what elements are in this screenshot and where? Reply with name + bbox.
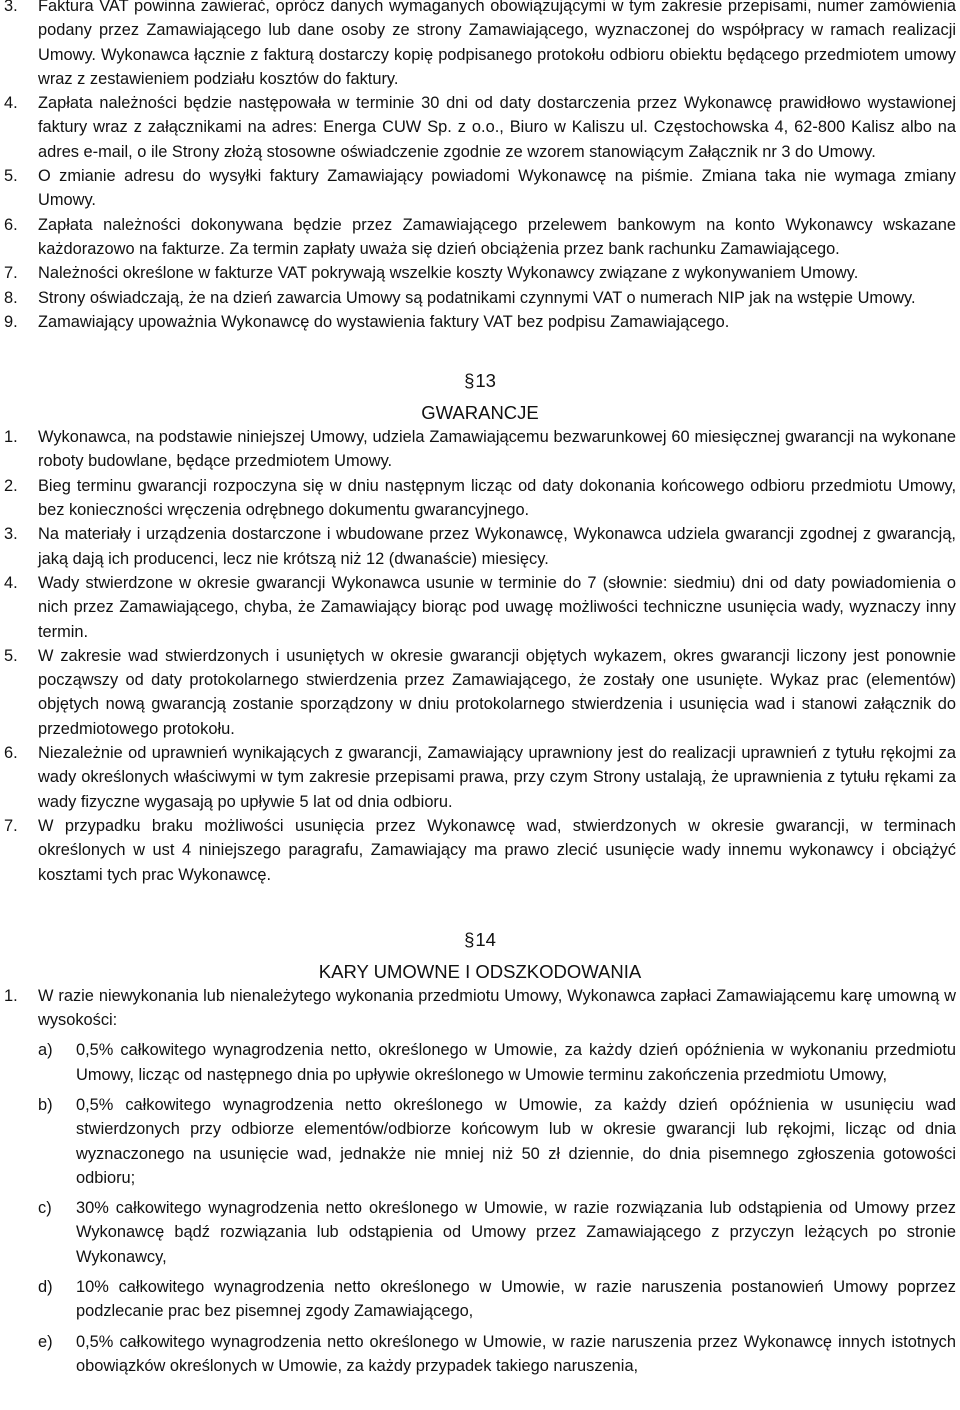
sub-item-text: 0,5% całkowitego wynagrodzenia netto określonego w Umowie, w razie naruszenia przez Wykonawcę innych istotnych obowiązków określonych w Umowie, za każdy przypadek takiego naruszenia, [76, 1332, 956, 1375]
item-number: 7. [4, 816, 18, 835]
item-number: 7. [4, 264, 18, 283]
sub-list-item [0, 1275, 960, 1324]
item-text: Strony oświadczają, że na dzień zawarcia Umowy są podatnikami czynnymi VAT o numerach NIP jak na wstępie Umowy. [38, 288, 916, 307]
list-item [0, 0, 960, 91]
item-number: 4. [4, 573, 18, 592]
item-number: 3. [4, 525, 18, 544]
payment-clauses [0, 0, 960, 334]
section-14 [0, 927, 960, 1378]
paragraph-symbol: § [464, 928, 475, 950]
list-item [0, 522, 960, 571]
item-number: 1. [4, 428, 18, 447]
sub-item-letter: c) [38, 1199, 52, 1218]
item-text: Faktura VAT powinna zawierać, oprócz danych wymaganych obowiązującymi w tym zakresie przepisami, numer zamówienia podany przez Zamawiającego lub dane osoby ze strony Zamawiającego, wyznaczonej do współpracy w ramach realizacji Umowy. Wykonawca łącznie z fakturą dostarczy kopię podpisanego protokołu odbioru obiektu będącego przedmiotem umowy wraz z zestawieniem podziału kosztów do faktury. [38, 0, 956, 88]
sub-item-text: 0,5% całkowitego wynagrodzenia netto, określonego w Umowie, za każdy dzień opóźnienia w wykonaniu przedmiotu Umowy, licząc od następnego dnia po upływie określonego w Umowie terminu zakończenia przedmiotu Umowy, [76, 1041, 956, 1084]
item-number: 8. [4, 288, 18, 307]
section-number [0, 368, 960, 393]
item-number: 9. [4, 312, 18, 331]
list-item [0, 91, 960, 164]
section-title: KARY UMOWNE I ODSZKODOWANIA [318, 960, 642, 982]
sub-list-item [0, 1093, 960, 1190]
sub-list-item [0, 1038, 960, 1087]
item-number: 6. [4, 744, 18, 763]
item-number: 2. [4, 476, 18, 495]
list-item [0, 213, 960, 262]
item-text: Wady stwierdzone w okresie gwarancji Wykonawca usunie w terminie do 7 (słownie: siedmiu) dni od daty powiadomienia o nich przez Zamawiającego, chyba, że Zamawiający biorąc pod uwagę możliwości techniczne usunięcia wady, wyznaczy inny termin. [38, 573, 956, 641]
item-number: 3. [4, 0, 18, 15]
list-item [0, 286, 960, 310]
section-number-value: 13 [475, 370, 496, 392]
sub-item-letter: a) [38, 1041, 53, 1060]
item-text: Niezależnie od uprawnień wynikających z gwarancji, Zamawiający uprawniony jest do realizacji uprawnień z tytułu rękojmi za wady określonych właściwymi w tym zakresie przepisami prawa, przy czym Strony ustalają, że uprawnienia z tytułu rękami za wady fizyczne wygasają po upływie 5 lat od dnia odbioru. [38, 744, 956, 811]
item-text: O zmianie adresu do wysyłki faktury Zamawiający powiadomi Wykonawcę na piśmie. Zmiana taka nie wymaga zmiany Umowy. [38, 167, 956, 210]
list-item [0, 310, 960, 334]
item-number: 5. [4, 646, 18, 665]
sub-item-text: 30% całkowitego wynagrodzenia netto określonego w Umowie, w razie rozwiązania lub odstąpienia od Umowy przez Wykonawcę bądź rozwiązania lub odstąpienia od Umowy przez Zamawiającego z przyczyn leżących po stronie Wykonawcy, [76, 1199, 956, 1266]
item-text: Wykonawca, na podstawie niniejszej Umowy, udziela Zamawiającemu bezwarunkowej 60 miesięcznej gwarancji na wykonane roboty budowlane, będące przedmiotem Umowy. [38, 428, 956, 471]
list-item [0, 741, 960, 814]
sub-item-letter: b) [38, 1095, 53, 1114]
sub-list-item [0, 1330, 960, 1379]
section-number-value: 14 [475, 928, 496, 950]
section-title: GWARANCJE [421, 402, 539, 424]
section-13 [0, 368, 960, 887]
sub-item-letter: d) [38, 1278, 53, 1297]
paragraph-symbol: § [464, 370, 475, 392]
section-number [0, 927, 960, 952]
item-text: W zakresie wad stwierdzonych i usuniętych w okresie gwarancji objętych wykazem, okres gwarancji liczony jest ponownie począwszy od daty protokolarnego stwierdzenia przez Zamawiającego, że zostały one usunięte. Wykaz prac (elementów) objętych nową gwarancją zostanie sporządzony w dniu protokolarnego stwierdzenia i usunięcia wad i stanowi załącznik do przedmiotowego protokołu. [38, 646, 956, 738]
item-number: 1. [4, 986, 18, 1005]
list-item [0, 814, 960, 887]
list-item [0, 164, 960, 213]
list-item [0, 474, 960, 523]
item-text: W przypadku braku możliwości usunięcia przez Wykonawcę wad, stwierdzonych w okresie gwarancji, w terminach określonych w ust 4 niniejszego paragrafu, Zamawiający ma prawo zlecić usunięcie wady innemu wykonawcy i obciążyć kosztami tych prac Wykonawcę. [38, 816, 956, 884]
list-item [0, 984, 960, 1033]
item-number: 5. [4, 167, 18, 186]
item-text: Zamawiający upoważnia Wykonawcę do wystawienia faktury VAT bez podpisu Zamawiającego. [38, 312, 730, 331]
list-item [0, 644, 960, 741]
item-text: W razie niewykonania lub nienależytego wykonania przedmiotu Umowy, Wykonawca zapłaci Zamawiającemu karę umowną w wysokości: [38, 986, 956, 1030]
item-number: 6. [4, 215, 18, 234]
sub-item-text: 10% całkowitego wynagrodzenia netto określonego w Umowie, w razie naruszenia postanowień Umowy poprzez podzlecanie prac bez pisemnej zgody Zamawiającego, [76, 1278, 956, 1321]
item-text: Bieg terminu gwarancji rozpoczyna się w dniu następnym licząc od daty dokonania końcowego odbioru przedmiotu Umowy, bez konieczności wręczenia odrębnego dokumentu gwarancyjnego. [38, 476, 956, 520]
item-number: 4. [4, 94, 18, 113]
item-text: Zapłata należności będzie następowała w terminie 30 dni od daty dostarczenia przez Wykonawcę prawidłowo wystawionej faktury wraz z załącznikami na adres: Energa CUW Sp. z o.o., Biuro w Kaliszu ul. Częstochowska 4, 62-800 Kalisz albo na adres e-mail, o ile Strony złożą stosowne oświadczenie zgodnie ze wzorem stanowiącym Załącznik nr 3 do Umowy. [38, 94, 956, 161]
list-item [0, 261, 960, 285]
list-item [0, 571, 960, 644]
item-text: Należności określone w fakturze VAT pokrywają wszelkie koszty Wykonawcy związane z wykonywaniem Umowy. [38, 264, 859, 283]
sub-item-letter: e) [38, 1332, 53, 1351]
item-text: Zapłata należności dokonywana będzie przez Zamawiającego przelewem bankowym na konto Wykonawcy wskazane każdorazowo na fakturze. Za termin zapłaty uważa się dzień obciążenia przez bank rachunku Zamawiającego. [38, 215, 956, 258]
list-item [0, 425, 960, 474]
sub-list-item [0, 1196, 960, 1269]
sub-item-text: 0,5% całkowitego wynagrodzenia netto określonego w Umowie, za każdy dzień opóźnienia w usunięciu wad stwierdzonych przy odbiorze elementów/odbiorze końcowym lub w okresie gwarancji lub rękojmi, licząc od dnia wyznaczonego na usunięcie wad, jednakże nie mniej niż 50 zł dziennie, do dnia pisemnego zgłoszenia gotowości odbioru; [76, 1095, 956, 1187]
item-text: Na materiały i urządzenia dostarczone i wbudowane przez Wykonawcę, Wykonawca udziela gwarancji zgodnej z gwarancją, jaką dają ich producenci, lecz nie krótszą niż 12 (dwanaście) miesięcy. [38, 525, 956, 568]
